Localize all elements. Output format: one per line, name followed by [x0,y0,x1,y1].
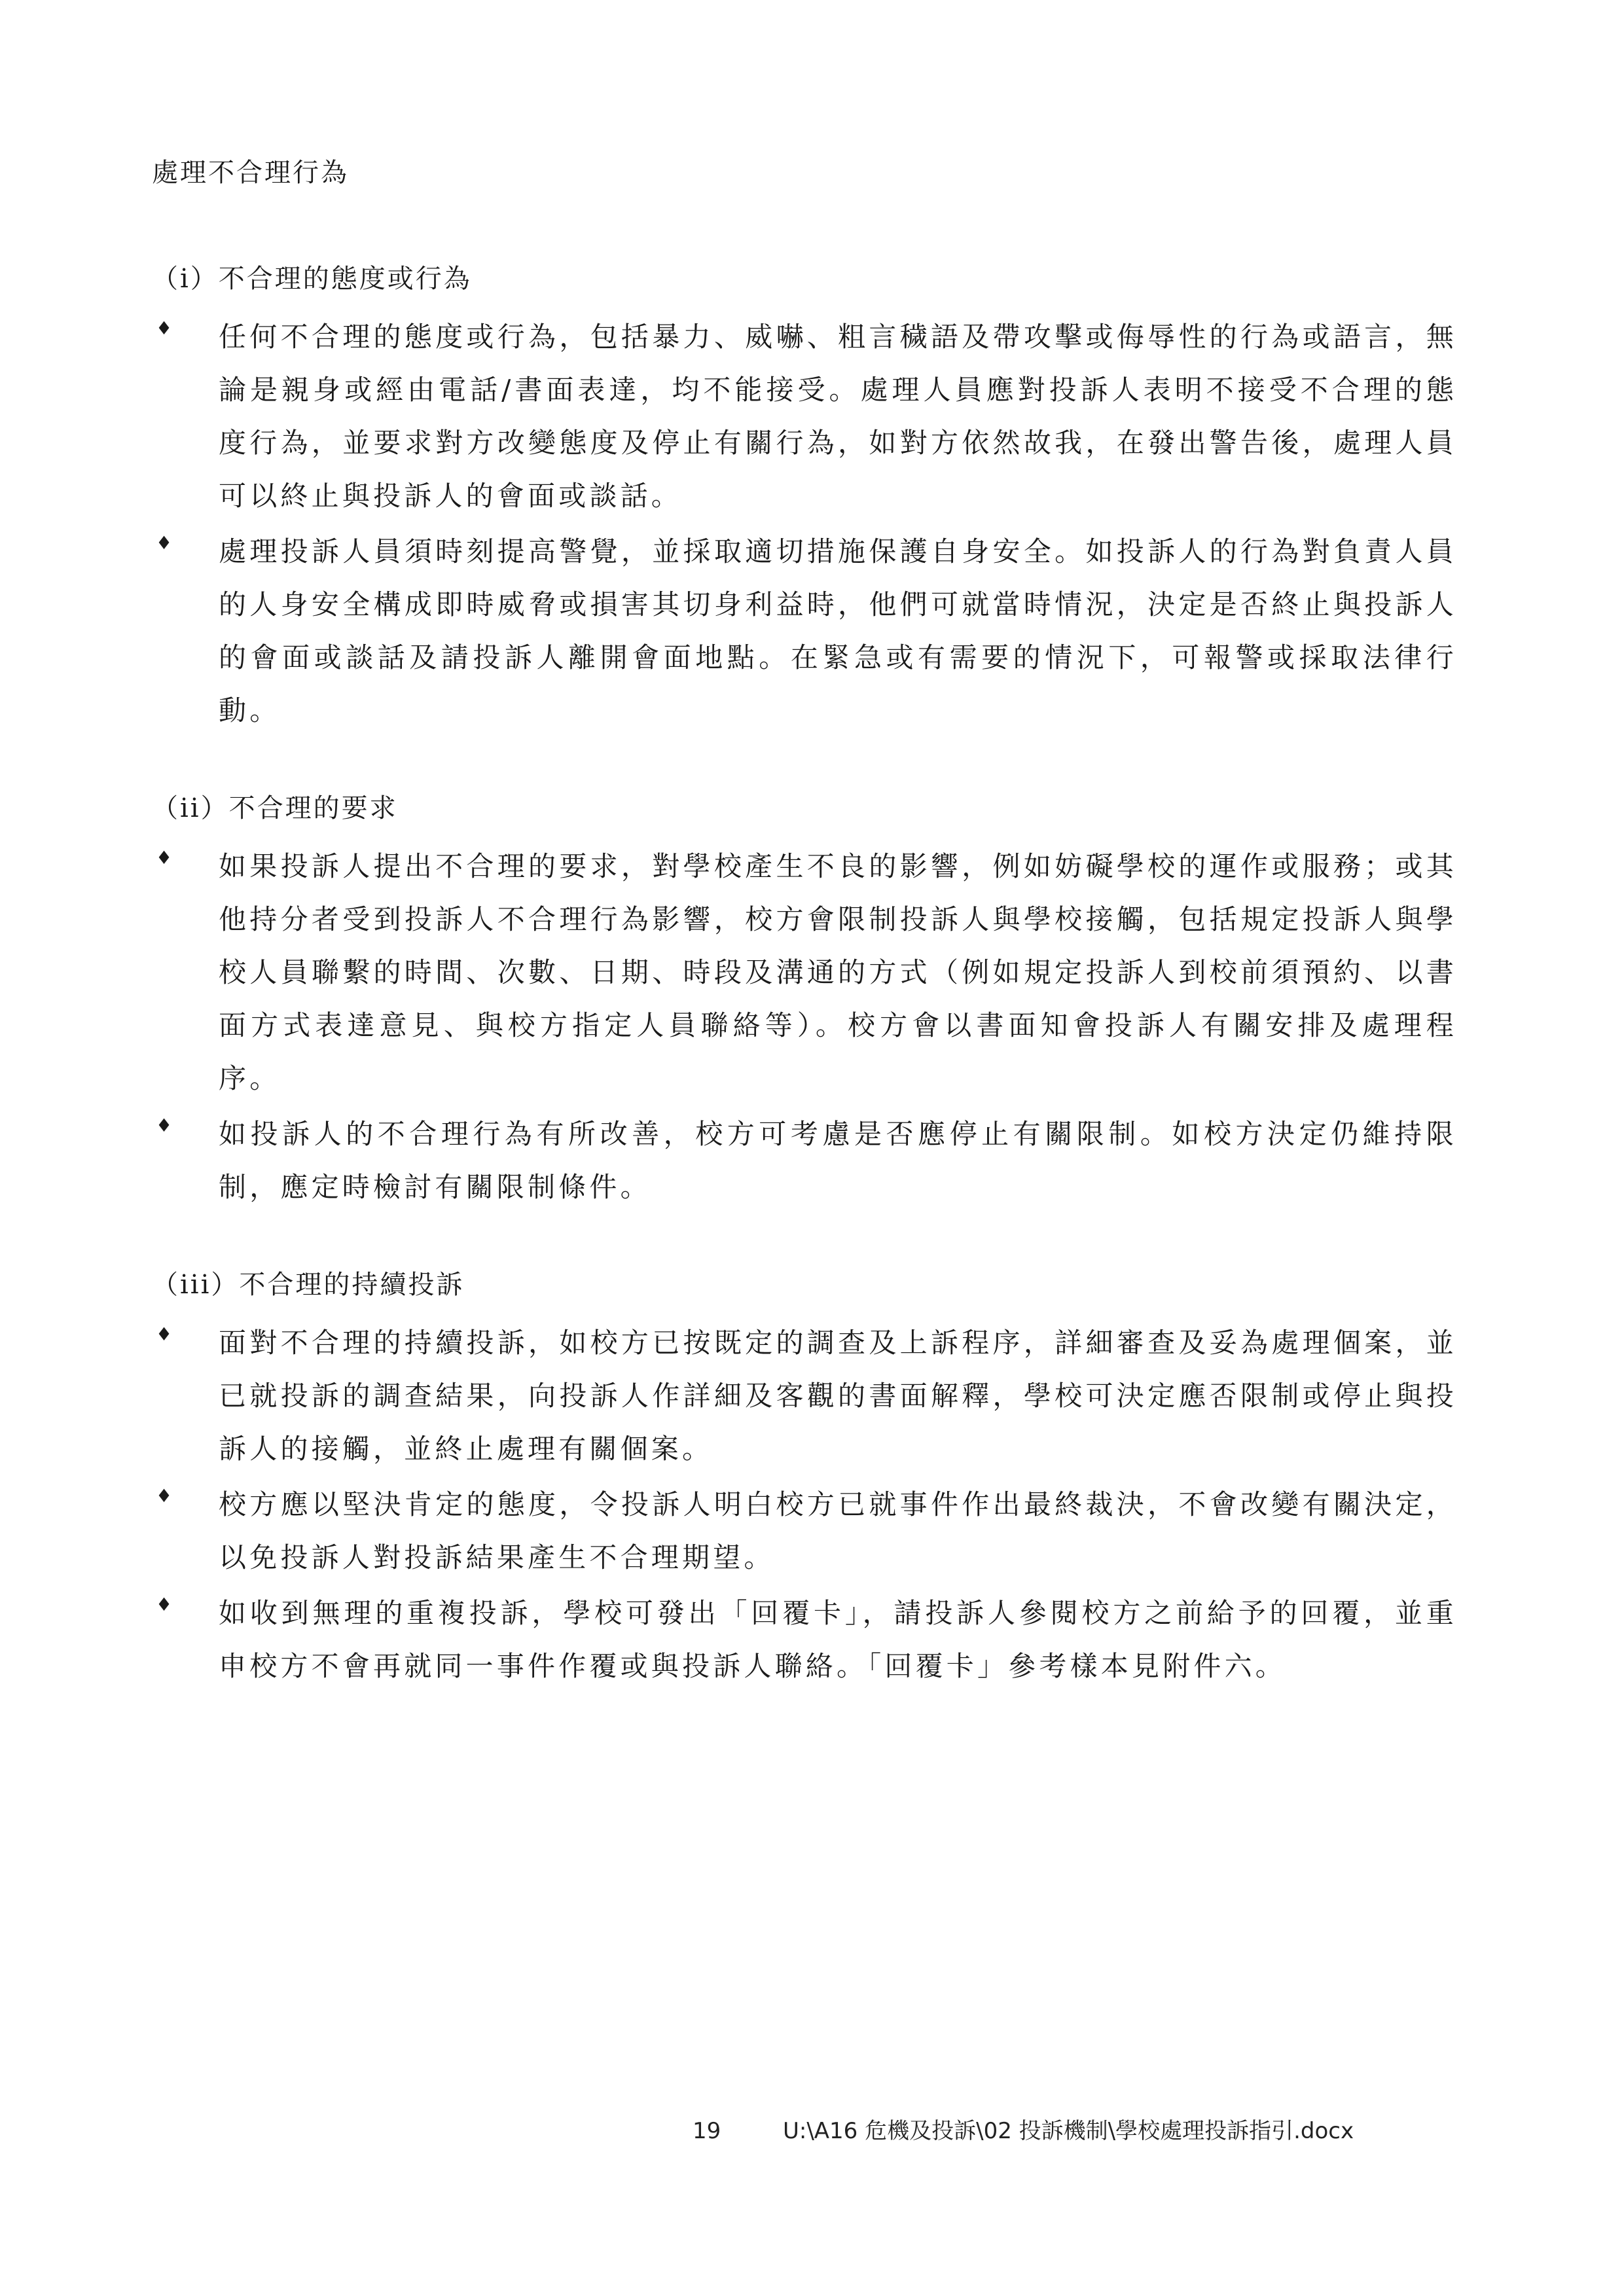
diamond-bullet-icon: ♦ [156,1115,173,1136]
list-item [0,525,1624,737]
bullet-text: 如投訴人的不合理行為有所改善，校方可考慮是否應停止有關限制。如校方決定仍維持限制，應定時檢討有關限制條件。 [219,1118,1457,1203]
bullet-text: 校方應以堅決肯定的態度，令投訴人明白校方已就事件作出最終裁決，不會改變有關決定，以免投訴人對投訴結果產生不合理期望。 [219,1488,1457,1573]
diamond-bullet-icon: ♦ [156,1323,173,1345]
bullet-text: 面對不合理的持續投訴，如校方已按既定的調查及上訴程序，詳細審查及妥為處理個案，並已就投訴的調查結果，向投訴人作詳細及客觀的書面解釋，學校可決定應否限制或停止與投訴人的接觸，並終止處理有關個案。 [219,1327,1457,1465]
bullet-list [0,840,1624,1216]
bullet-text: 如果投訴人提出不合理的要求，對學校產生不良的影響，例如妨礙學校的運作或服務；或其他持分者受到投訴人不合理行為影響，校方會限制投訴人與學校接觸，包括規定投訴人與學校人員聯繫的時間、次數、日期、時段及溝通的方式（例如規定投訴人到校前須預約、以書面方式表達意見、與校方指定人員聯絡等）。校方會以書面知會投訴人有關安排及處理程序。 [219,850,1457,1094]
list-item [0,1107,1624,1213]
diamond-bullet-icon: ♦ [156,1594,173,1615]
diamond-bullet-icon: ♦ [156,1485,173,1507]
list-item [0,1478,1624,1584]
bullet-text: 任何不合理的態度或行為，包括暴力、威嚇、粗言穢語及帶攻擊或侮辱性的行為或語言，無論是親身或經由電話/書面表達，均不能接受。處理人員應對投訴人表明不接受不合理的態度行為，並要求對方改變態度及停止有關行為，如對方依然故我，在發出警告後，處理人員可以終止與投訴人的會面或談話。 [219,321,1457,512]
section-heading: （ii）不合理的要求 [152,793,398,823]
bullet-list [0,1316,1624,1695]
section-heading: （i）不合理的態度或行為 [152,264,472,294]
list-item [0,840,1624,1105]
bullet-text: 處理投訴人員須時刻提高警覺，並採取適切措施保護自身安全。如投訴人的行為對負責人員的人身安全構成即時威脅或損害其切身利益時，他們可就當時情況，決定是否終止與投訴人的會面或談話及請投訴人離開會面地點。在緊急或有需要的情況下，可報警或採取法律行動。 [219,535,1457,726]
document-title: 處理不合理行為 [152,158,349,188]
list-item [0,1587,1624,1693]
diamond-bullet-icon: ♦ [156,317,173,339]
bullet-text: 如收到無理的重複投訴，學校可發出「回覆卡」，請投訴人參閱校方之前給予的回覆，並重申校方不會再就同一事件作覆或與投訴人聯絡。「回覆卡」參考樣本見附件六。 [219,1597,1457,1682]
page-number: 19 [693,2118,721,2144]
list-item [0,310,1624,522]
list-item [0,1316,1624,1475]
file-path: U:\A16 危機及投訴\02 投訴機制\學校處理投訴指引.docx [783,2118,1354,2144]
bullet-list [0,310,1624,740]
diamond-bullet-icon: ♦ [156,532,173,554]
section-heading: （iii）不合理的持續投訴 [152,1270,465,1300]
diamond-bullet-icon: ♦ [156,847,173,869]
